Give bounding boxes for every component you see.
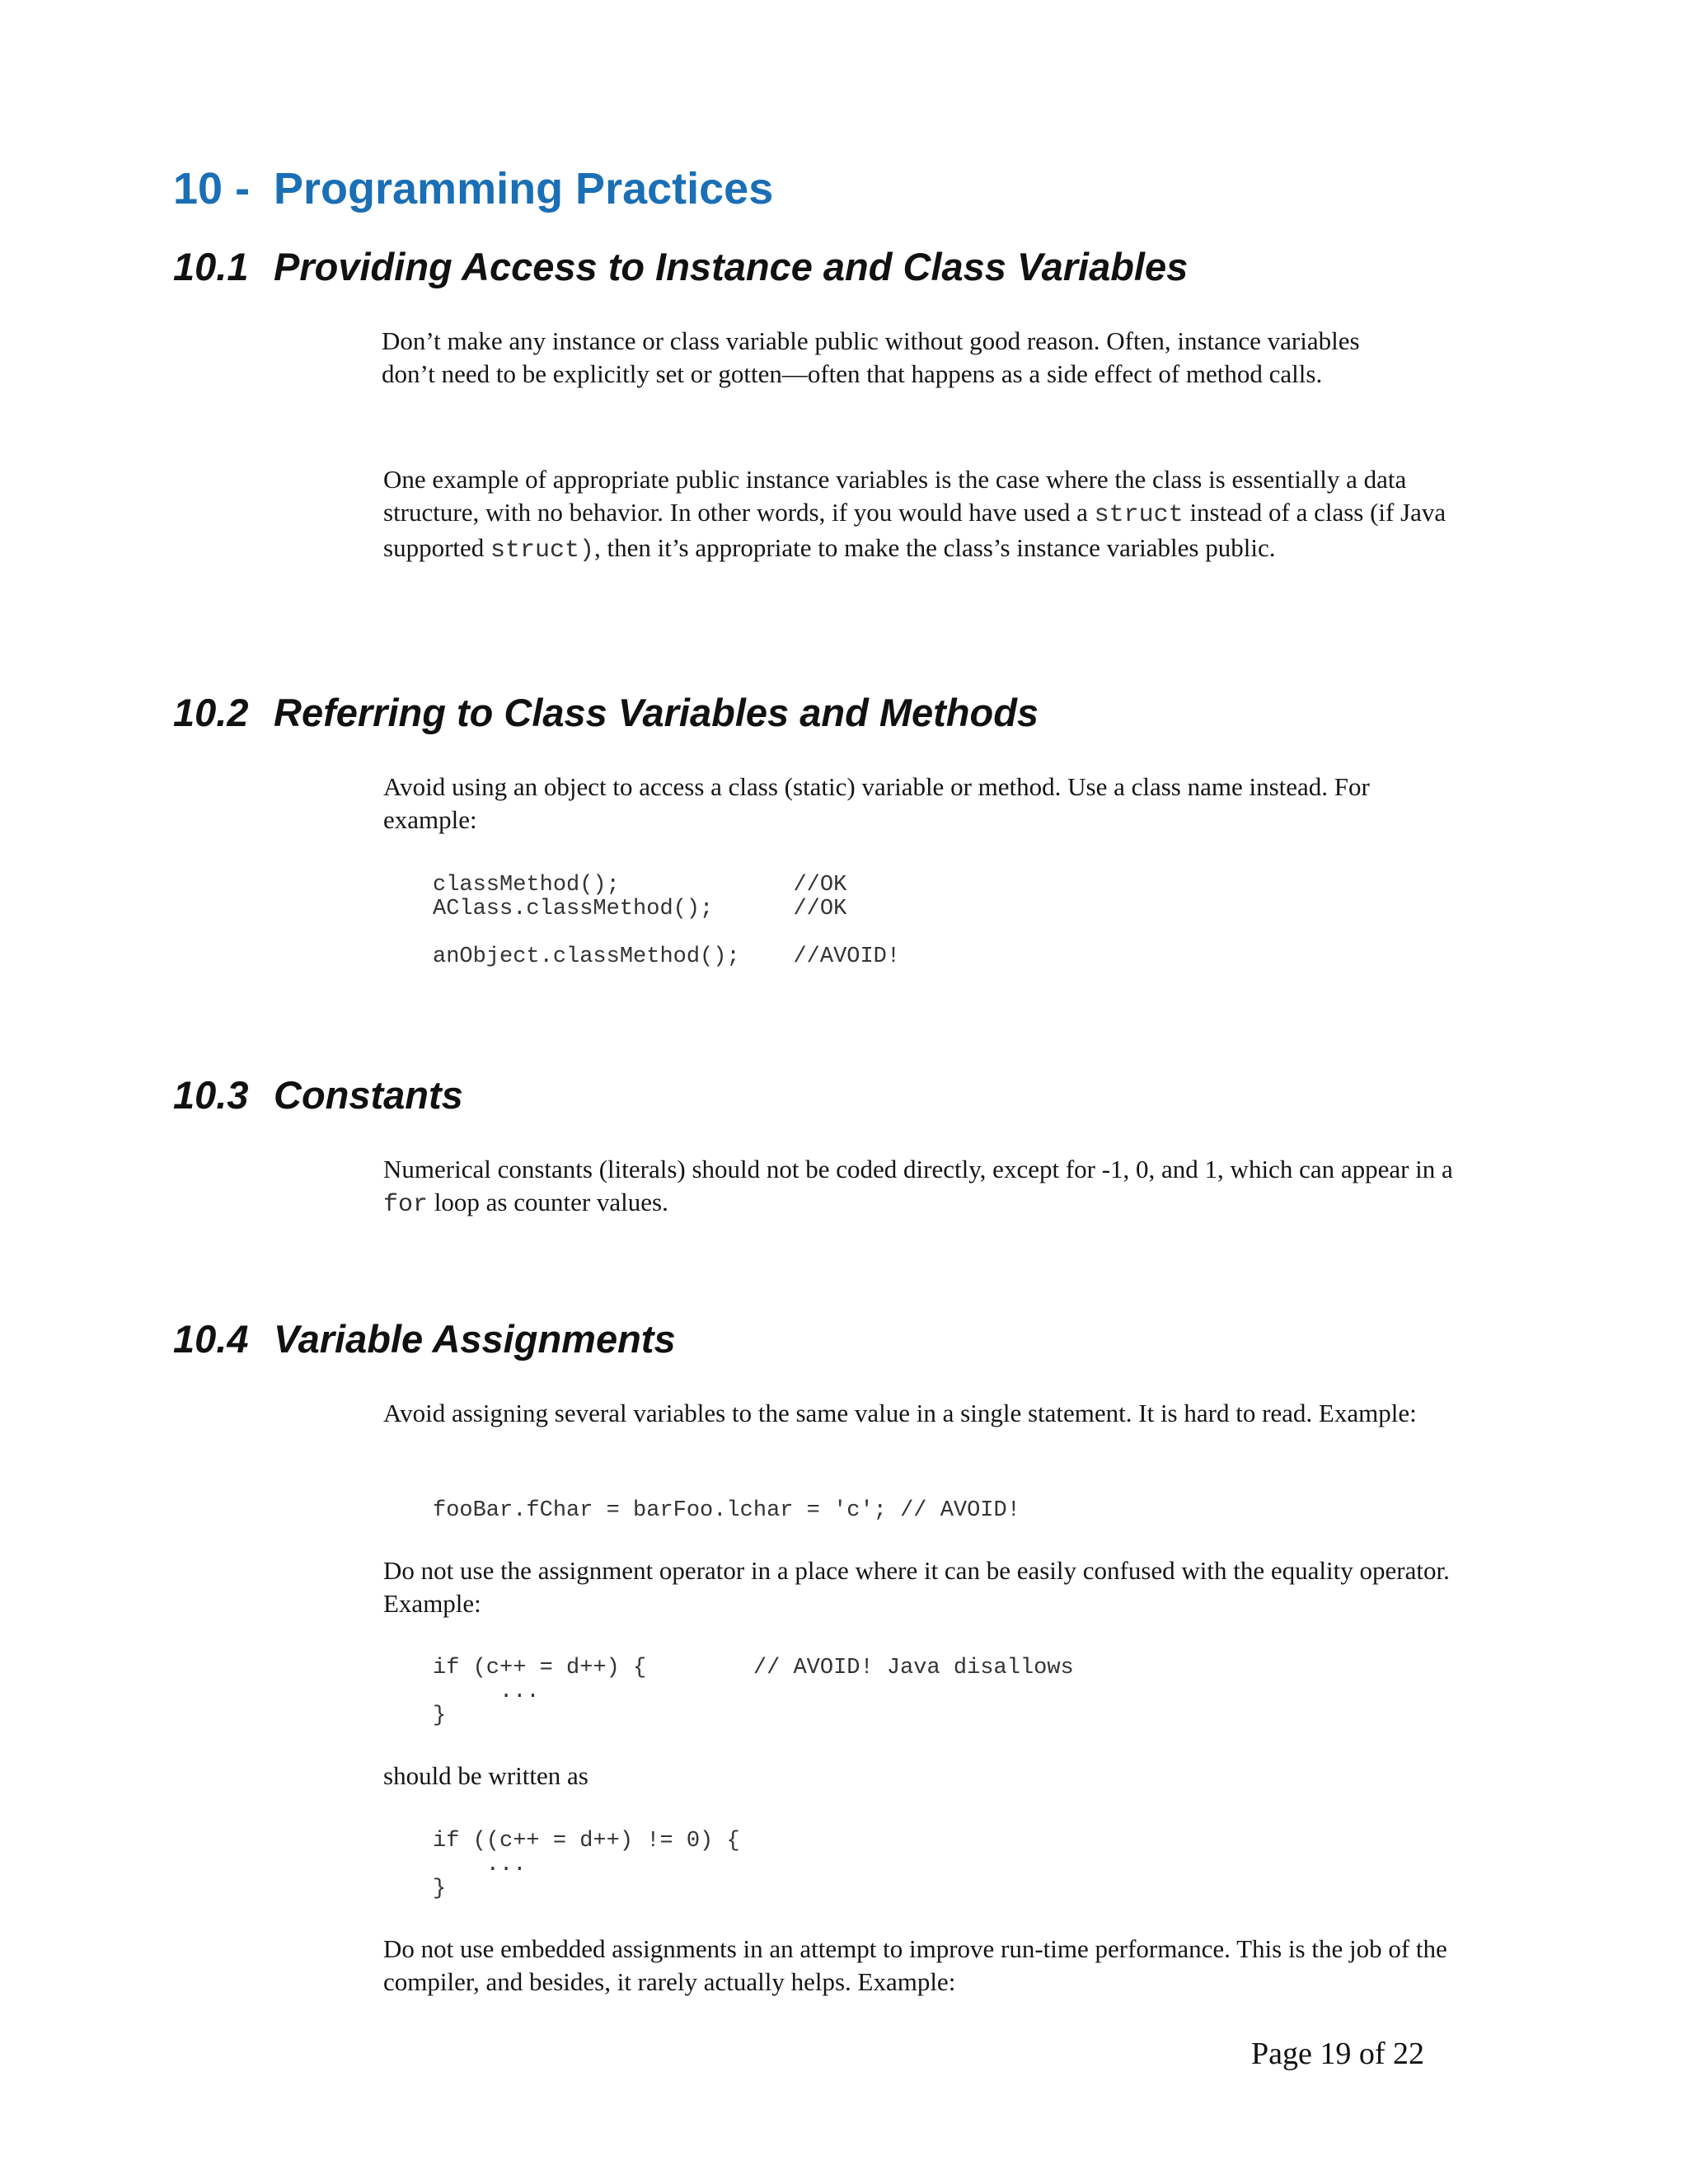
inline-code: struct) bbox=[490, 537, 595, 565]
code-block: classMethod(); //OK AClass.classMethod(); //OK anObject.classMethod(); //AVOID! bbox=[433, 873, 901, 969]
section-heading-10-4 bbox=[173, 1316, 676, 1361]
chapter-title: Programming Practices bbox=[274, 164, 774, 213]
code-block: fooBar.fChar = barFoo.lchar = 'c'; // AVOID! bbox=[433, 1498, 1020, 1523]
paragraph: Numerical constants (literals) should not be coded directly, except for -1, 0, and 1, which can appear in a for loop as counter values. bbox=[383, 1155, 1453, 1219]
paragraph: Don’t make any instance or class variable public without good reason. Often, instance variables don’t need to be explicitly set or gotten—often that happens as a side effect of method calls. bbox=[382, 326, 1360, 388]
section-number: 10.3 bbox=[173, 1073, 249, 1117]
paragraph: Avoid assigning several variables to the same value in a single statement. It is hard to read. Example: bbox=[383, 1399, 1417, 1427]
page-number: Page 19 of 22 bbox=[1250, 2036, 1424, 2071]
section-heading-10-2 bbox=[173, 690, 1039, 735]
section-heading-10-3 bbox=[173, 1072, 463, 1118]
section-heading-10-1 bbox=[173, 244, 1188, 289]
chapter-heading bbox=[173, 163, 773, 214]
paragraph: One example of appropriate public instance variables is the case where the class is essentially a data structure, with no behavior. In other words, if you would have used a struct instead of a class (if Java supported struct), then it’s appropriate to make the class’s instance variables public. bbox=[383, 465, 1447, 565]
section-title: Referring to Class Variables and Methods bbox=[274, 691, 1039, 734]
paragraph: Avoid using an object to access a class (static) variable or method. Use a class name instead. For example: bbox=[383, 772, 1370, 834]
section-title: Providing Access to Instance and Class Variables bbox=[274, 245, 1189, 288]
paragraph: Do not use embedded assignments in an attempt to improve run-time performance. This is the job of the compiler, and besides, it rarely actually helps. Example: bbox=[383, 1934, 1447, 1996]
section-number: 10.4 bbox=[173, 1317, 249, 1361]
code-block: if ((c++ = d++) != 0) { ... } bbox=[433, 1829, 740, 1901]
inline-code: for bbox=[383, 1191, 429, 1219]
section-title: Constants bbox=[274, 1073, 463, 1117]
paragraph: Do not use the assignment operator in a place where it can be easily confused with the equality operator. Example: bbox=[383, 1556, 1450, 1618]
section-title: Variable Assignments bbox=[274, 1317, 676, 1361]
section-number: 10.1 bbox=[173, 245, 249, 288]
inline-code: struct bbox=[1094, 501, 1184, 529]
section-number: 10.2 bbox=[173, 691, 249, 734]
code-block: if (c++ = d++) { // AVOID! Java disallows ... } bbox=[433, 1656, 1074, 1728]
chapter-number: 10 - bbox=[173, 164, 251, 213]
paragraph: should be written as bbox=[383, 1761, 588, 1790]
